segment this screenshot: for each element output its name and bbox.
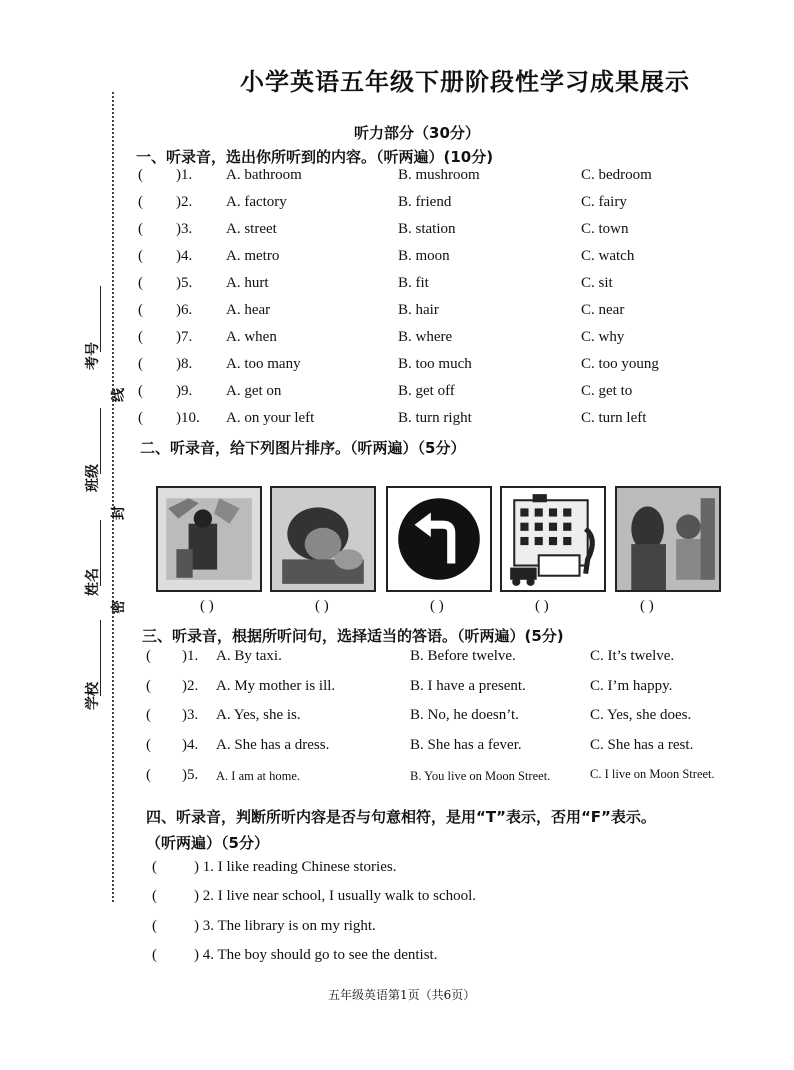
s1-option-a-1: A. bathroom — [226, 167, 302, 183]
s3-option-c-2: C. I’m happy. — [590, 678, 673, 694]
section4-heading-2: （听两遍）（5分） — [146, 834, 269, 852]
order-blank-1[interactable]: ( ) — [200, 598, 214, 614]
s1-paren-1: ( — [138, 167, 143, 183]
s1-option-b-5: B. fit — [398, 275, 429, 291]
s3-num-3: )3. — [182, 707, 199, 723]
s1-paren-3: ( — [138, 221, 143, 237]
s3-option-c-4: C. She has a rest. — [590, 737, 694, 753]
page-footer: 五年级英语第1页（共6页） — [328, 988, 476, 1002]
s3-option-b-3: B. No, he doesn’t. — [410, 707, 519, 723]
s3-option-b-4: B. She has a fever. — [410, 737, 522, 753]
s1-option-b-2: B. friend — [398, 194, 452, 210]
listening-subtitle: 听力部分（30分） — [354, 124, 480, 142]
s4-item-1: ) 1. I like reading Chinese stories. — [194, 859, 397, 875]
s1-num-9: )9. — [176, 383, 193, 399]
section3-heading: 三、听录音，根据所听问句，选择适当的答语。（听两遍）(5分) — [142, 627, 564, 645]
s3-paren-3: ( — [146, 707, 151, 723]
s3-option-a-1: A. By taxi. — [216, 648, 282, 664]
people-photo — [615, 486, 721, 592]
s3-num-4: )4. — [182, 737, 199, 753]
s3-paren-4: ( — [146, 737, 151, 753]
s1-paren-2: ( — [138, 194, 143, 210]
s1-option-a-3: A. street — [226, 221, 277, 237]
s1-option-b-8: B. too much — [398, 356, 472, 372]
s3-option-b-2: B. I have a present. — [410, 678, 526, 694]
s1-option-a-6: A. hear — [226, 302, 271, 318]
boy-sleeping-photo — [270, 486, 376, 592]
order-blank-4[interactable]: ( ) — [535, 598, 549, 614]
s1-num-7: )7. — [176, 329, 193, 345]
s1-option-c-6: C. near — [581, 302, 625, 318]
s1-option-b-6: B. hair — [398, 302, 439, 318]
name-label: 姓名 — [85, 568, 101, 596]
s3-option-b-1: B. Before twelve. — [410, 648, 516, 664]
s1-num-4: )4. — [176, 248, 193, 264]
s4-item-3: ) 3. The library is on my right. — [194, 918, 376, 934]
s4-paren-3: ( — [152, 918, 157, 934]
s1-option-a-10: A. on your left — [226, 410, 315, 426]
school-label: 学校 — [85, 682, 101, 710]
class-underline — [100, 408, 101, 474]
s1-num-6: )6. — [176, 302, 193, 318]
school-underline — [100, 620, 101, 696]
s1-option-b-9: B. get off — [398, 383, 455, 399]
s1-option-c-7: C. why — [581, 329, 625, 345]
s1-option-b-4: B. moon — [398, 248, 450, 264]
s1-option-a-5: A. hurt — [226, 275, 269, 291]
s3-num-5: )5. — [182, 767, 199, 783]
s3-paren-1: ( — [146, 648, 151, 664]
s1-num-5: )5. — [176, 275, 193, 291]
section1-heading: 一、听录音，选出你所听到的内容。（听两遍）(10分) — [136, 148, 494, 166]
s3-num-1: )1. — [182, 648, 199, 664]
order-blank-2[interactable]: ( ) — [315, 598, 329, 614]
s1-option-c-4: C. watch — [581, 248, 635, 264]
s3-num-2: )2. — [182, 678, 199, 694]
s1-option-a-2: A. factory — [226, 194, 287, 210]
s1-option-a-4: A. metro — [226, 248, 280, 264]
s1-paren-6: ( — [138, 302, 143, 318]
s1-option-c-9: C. get to — [581, 383, 633, 399]
s3-option-a-4: A. She has a dress. — [216, 737, 330, 753]
s3-option-a-2: A. My mother is ill. — [216, 678, 336, 694]
order-blank-5[interactable]: ( ) — [640, 598, 654, 614]
s4-item-2: ) 2. I live near school, I usually walk to school. — [194, 888, 477, 904]
s1-option-a-9: A. get on — [226, 383, 282, 399]
s1-num-8: )8. — [176, 356, 193, 372]
seal-xian: 线 — [111, 388, 127, 402]
s3-option-b-5: B. You live on Moon Street. — [410, 769, 551, 783]
s1-num-1: )1. — [176, 167, 193, 183]
s3-paren-5: ( — [146, 767, 151, 783]
s3-option-c-1: C. It’s twelve. — [590, 648, 675, 664]
s3-option-a-5: A. I am at home. — [216, 769, 301, 783]
s4-paren-4: ( — [152, 947, 157, 963]
page-title: 小学英语五年级下册阶段性学习成果展示 — [240, 68, 690, 96]
s1-paren-4: ( — [138, 248, 143, 264]
seal-feng: 封 — [111, 506, 127, 520]
s1-option-c-5: C. sit — [581, 275, 613, 291]
s3-option-c-5: C. I live on Moon Street. — [590, 767, 715, 781]
s1-option-b-7: B. where — [398, 329, 453, 345]
s1-option-c-2: C. fairy — [581, 194, 627, 210]
s4-item-4: ) 4. The boy should go to see the dentist. — [194, 947, 438, 963]
class-label: 班级 — [85, 464, 101, 492]
number-underline — [100, 286, 101, 352]
s1-option-a-7: A. when — [226, 329, 277, 345]
name-underline — [100, 520, 101, 586]
seal-mi: 密 — [111, 600, 127, 614]
s1-option-c-10: C. turn left — [581, 410, 647, 426]
s3-option-c-3: C. Yes, she does. — [590, 707, 692, 723]
section4-heading: 四、听录音，判断所听内容是否与句意相符，是用“T”表示，否用“F”表示。 — [146, 808, 656, 826]
s1-option-c-3: C. town — [581, 221, 629, 237]
s3-option-a-3: A. Yes, she is. — [216, 707, 301, 723]
s1-option-b-3: B. station — [398, 221, 456, 237]
number-label: 考号 — [85, 342, 101, 370]
s1-option-c-1: C. bedroom — [581, 167, 652, 183]
s1-num-3: )3. — [176, 221, 193, 237]
order-blank-3[interactable]: ( ) — [430, 598, 444, 614]
s1-num-10: )10. — [176, 410, 200, 426]
hospital-building — [500, 486, 606, 592]
s1-paren-5: ( — [138, 275, 143, 291]
s1-num-2: )2. — [176, 194, 193, 210]
street-photo — [156, 486, 262, 592]
s1-option-c-8: C. too young — [581, 356, 659, 372]
s1-option-a-8: A. too many — [226, 356, 301, 372]
s1-paren-9: ( — [138, 383, 143, 399]
s1-paren-7: ( — [138, 329, 143, 345]
s1-paren-10: ( — [138, 410, 143, 426]
section2-heading: 二、听录音，给下列图片排序。（听两遍）（5分） — [140, 439, 466, 457]
s4-paren-2: ( — [152, 888, 157, 904]
s4-paren-1: ( — [152, 859, 157, 875]
turn-left-sign — [386, 486, 492, 592]
s1-option-b-1: B. mushroom — [398, 167, 480, 183]
s1-paren-8: ( — [138, 356, 143, 372]
s1-option-b-10: B. turn right — [398, 410, 472, 426]
s3-paren-2: ( — [146, 678, 151, 694]
binding-line — [112, 92, 114, 902]
